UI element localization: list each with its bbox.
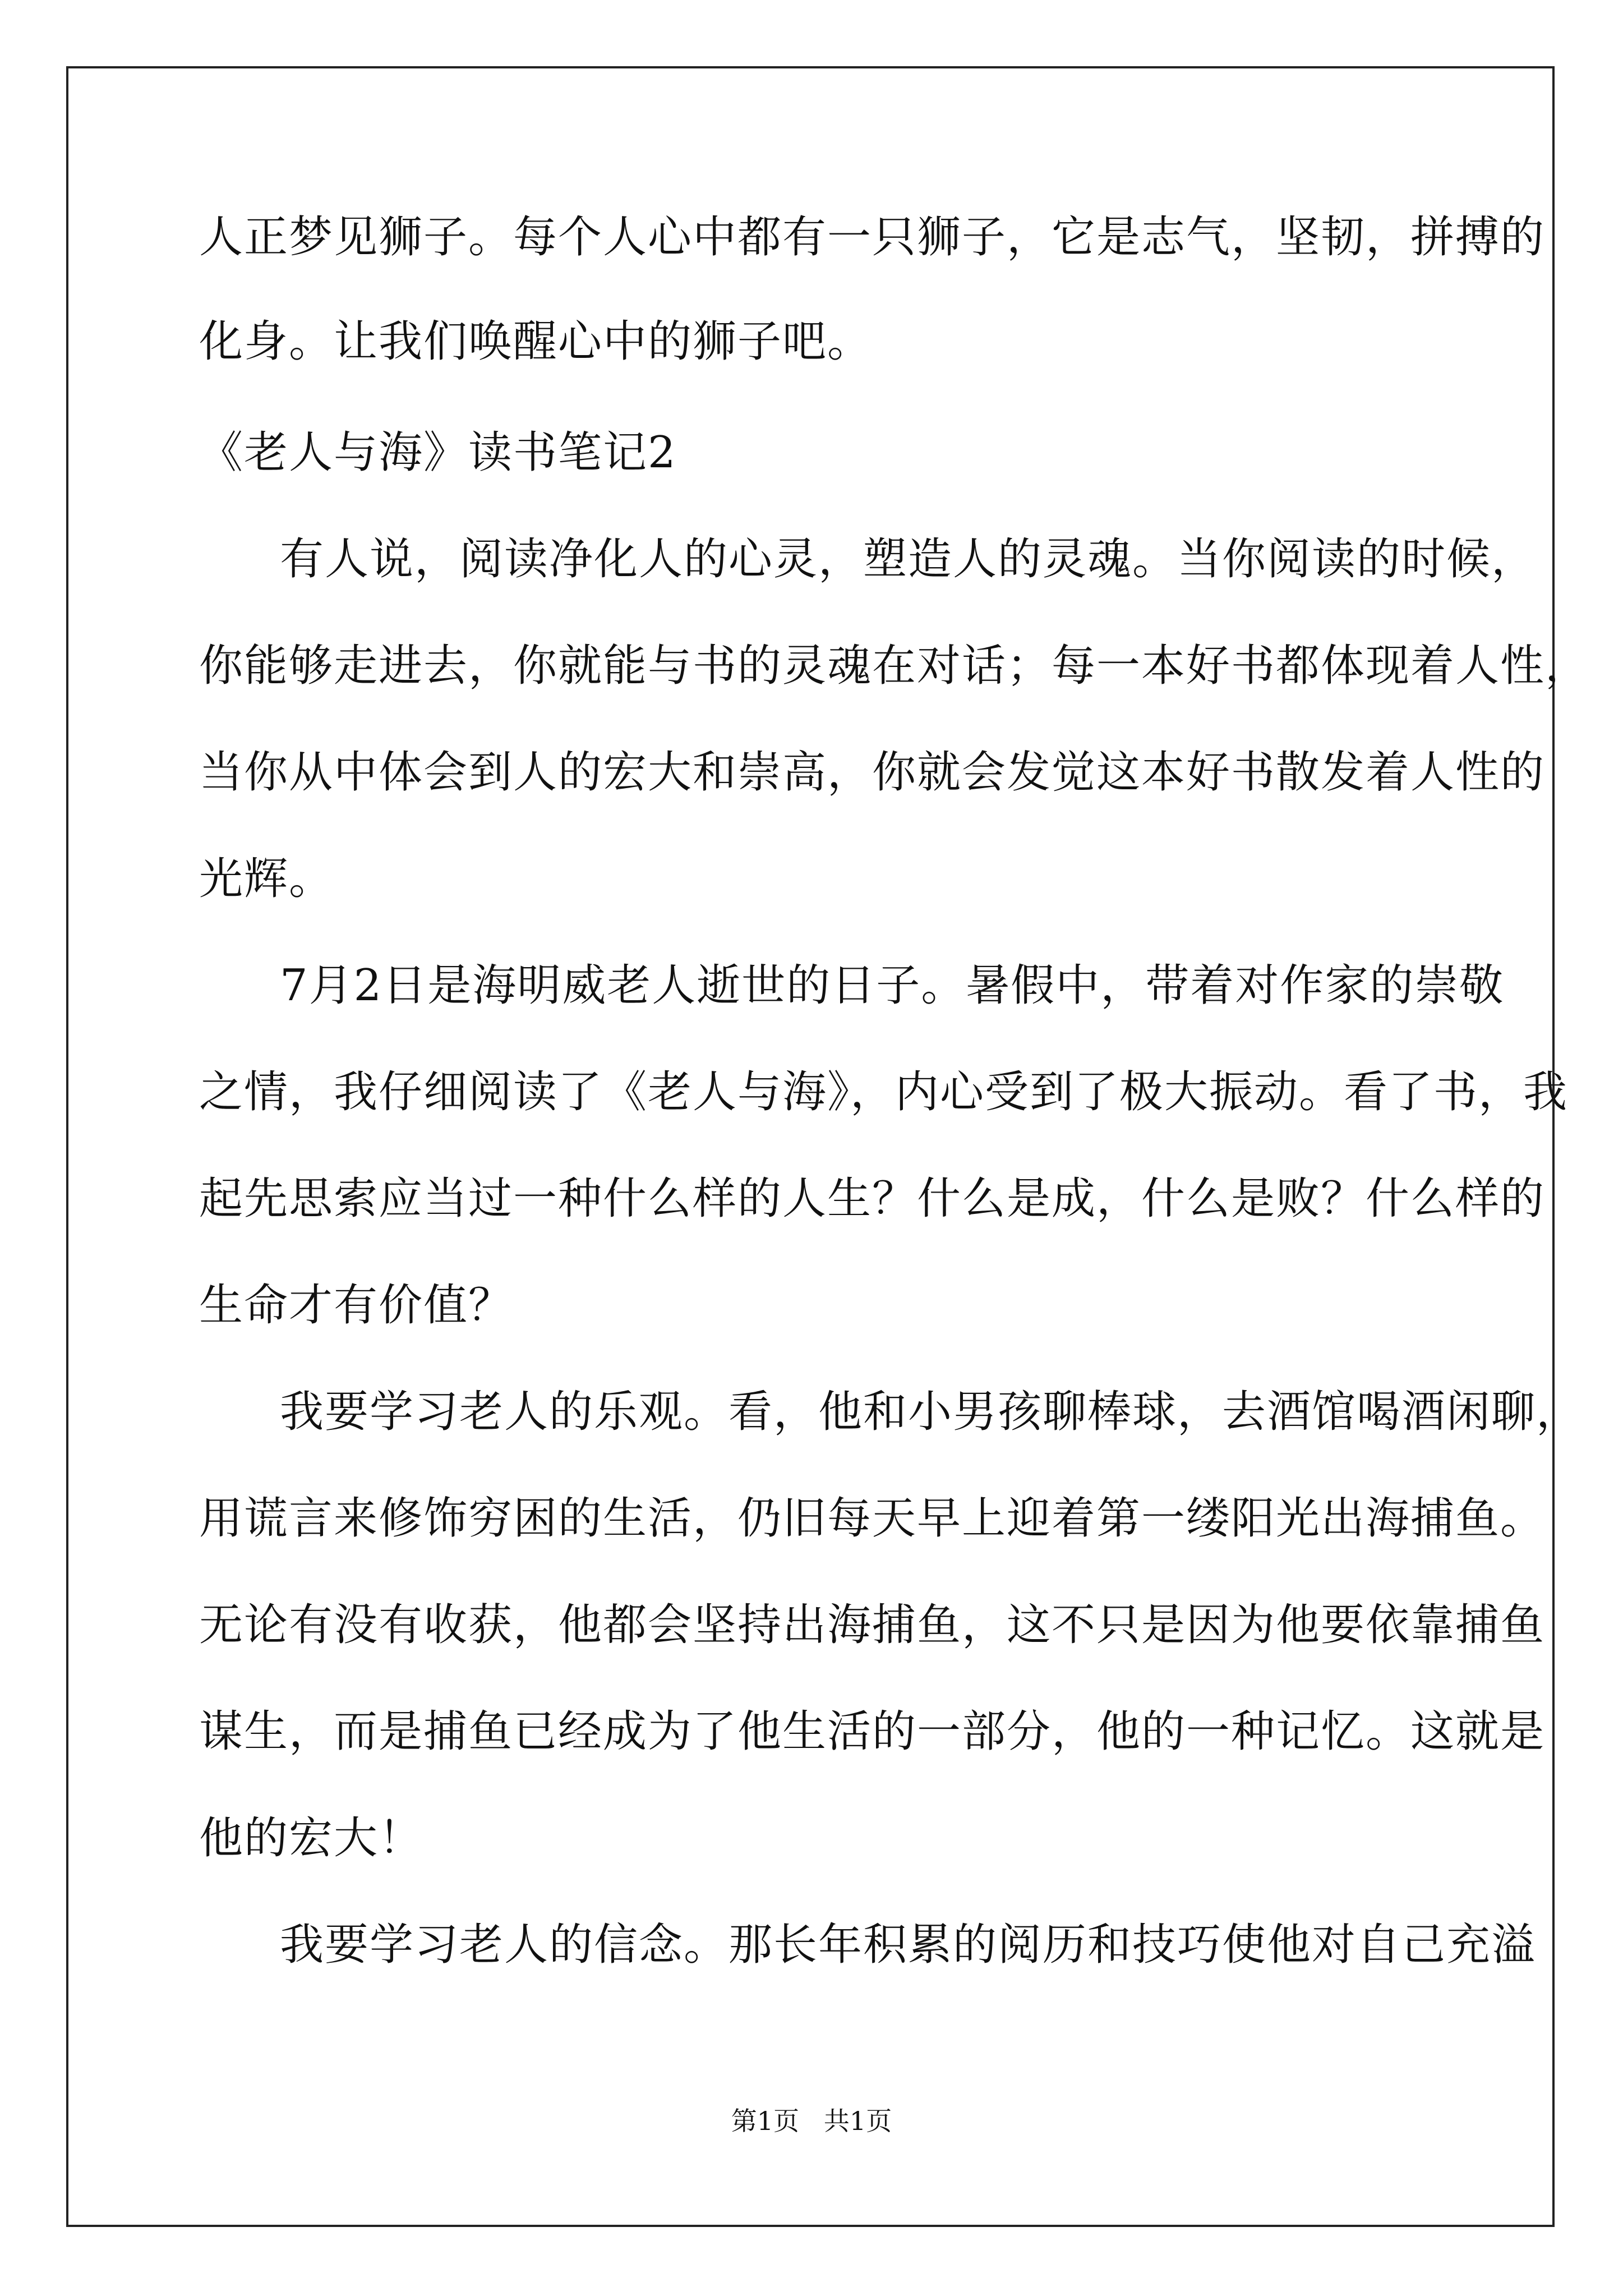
body-line: 之情，我仔细阅读了《老人与海》，内心受到了极大振动。看了书，我 [199,1067,1569,1117]
section-heading: 《老人与海》读书笔记2 [199,427,677,478]
body-line: 谋生，而是捕鱼已经成为了他生活的一部分，他的一种记忆。这就是 [199,1706,1546,1757]
body-line: 无论有没有收获，他都会坚持出海捕鱼，这不只是因为他要依靠捕鱼 [199,1600,1546,1650]
body-line: 光辉。 [199,854,334,904]
body-line: 起先思索应当过一种什么样的人生？什么是成，什么是败？什么样的 [199,1174,1546,1224]
paragraph-start: 我要学习老人的乐观。看，他和小男孩聊棒球，去酒馆喝酒闲聊， [280,1387,1581,1437]
body-line: 他的宏大！ [199,1813,424,1864]
paragraph-start: 7月2日是海明威老人逝世的日子。暑假中，带着对作家的崇敬 [280,960,1505,1011]
body-line: 化身。让我们唤醒心中的狮子吧。 [199,316,873,367]
page-number-footer: 第1页 共1页 [731,2106,892,2136]
body-line: 你能够走进去，你就能与书的灵魂在对话；每一本好书都体现着人性， [199,641,1590,691]
paragraph-start: 有人说，阅读净化人的心灵，塑造人的灵魂。当你阅读的时候， [280,534,1537,585]
body-line: 当你从中体会到人的宏大和崇高，你就会发觉这本好书散发着人性的 [199,747,1546,798]
paragraph-start: 我要学习老人的信念。那长年积累的阅历和技巧使他对自己充溢 [280,1920,1537,1970]
body-line: 用谎言来修饰穷困的生活，仍旧每天早上迎着第一缕阳光出海捕鱼。 [199,1493,1546,1544]
body-line: 人正梦见狮子。每个人心中都有一只狮子，它是志气，坚韧，拼搏的 [199,212,1546,263]
page-border [66,66,1555,2227]
body-line: 生命才有价值？ [199,1280,514,1331]
